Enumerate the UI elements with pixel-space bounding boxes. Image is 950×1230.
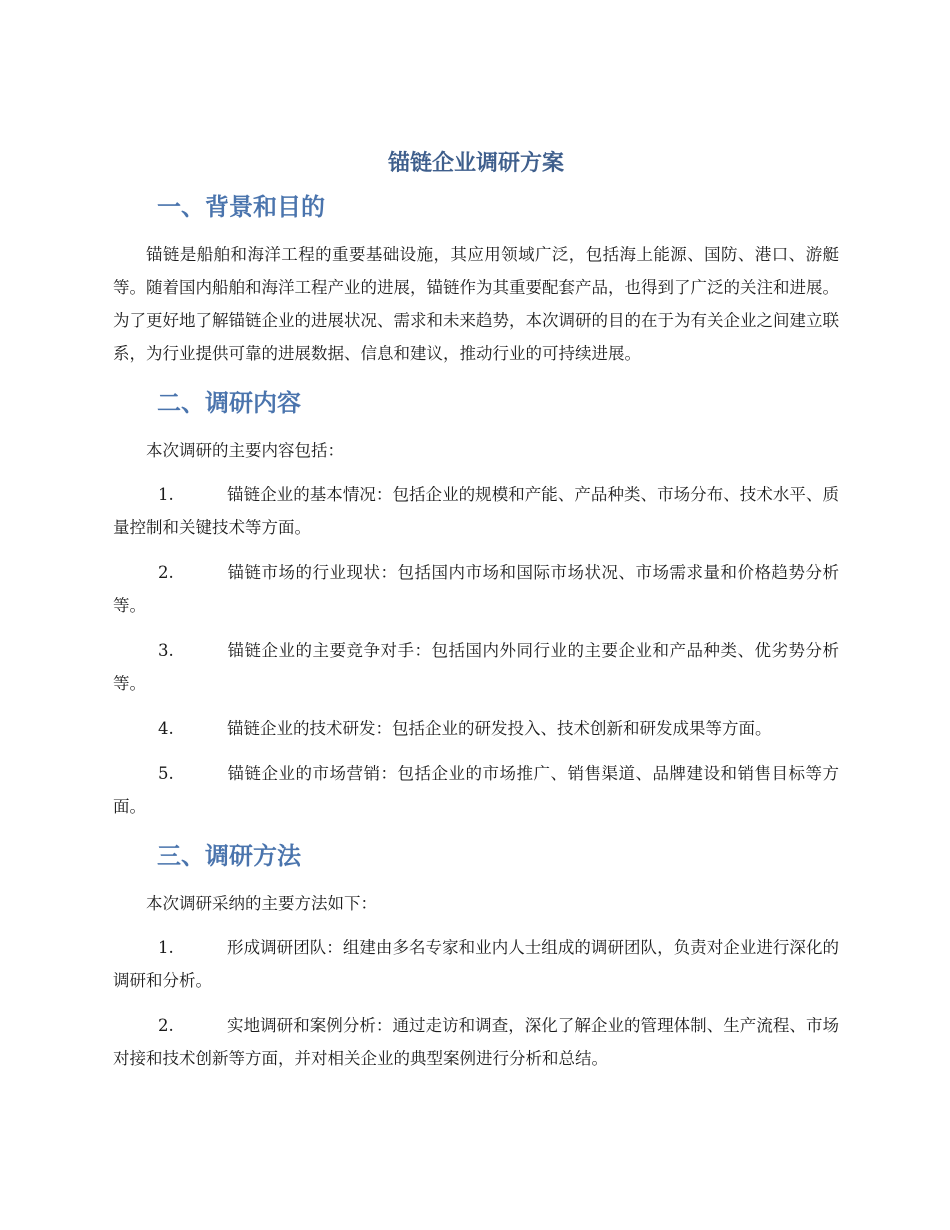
list-item-number: 5. <box>158 764 174 783</box>
list-item-number: 4. <box>158 719 174 738</box>
list-item-text: 锚链企业的技术研发：包括企业的研发投入、技术创新和研发成果等方面。 <box>227 719 772 738</box>
list-item <box>113 757 839 823</box>
section-intro: 本次调研的主要内容包括： <box>146 441 344 460</box>
list-item <box>113 478 839 544</box>
list-item-number: 1. <box>158 938 174 957</box>
list-item-text: 锚链企业的基本情况：包括企业的规模和产能、产品种类、市场分布、技术水平、质量控制和关键技术等方面。 <box>113 485 839 537</box>
list-item <box>113 931 839 997</box>
list-item <box>113 634 839 700</box>
list-item <box>113 1009 839 1075</box>
list-item-text: 形成调研团队：组建由多名专家和业内人士组成的调研团队，负责对企业进行深化的调研和分析。 <box>113 938 839 990</box>
list-item-number: 3. <box>158 641 174 660</box>
list-item-text: 锚链市场的行业现状：包括国内市场和国际市场状况、市场需求量和价格趋势分析等。 <box>113 563 839 615</box>
list-item <box>113 712 839 745</box>
section-heading-content: 二、调研内容 <box>157 389 301 417</box>
list-item-number: 2. <box>158 563 174 582</box>
list-item <box>113 556 839 622</box>
section-heading-background: 一、背景和目的 <box>157 193 325 221</box>
document-page <box>113 148 839 1087</box>
list-item-number: 2. <box>158 1016 174 1035</box>
document-title: 锚链企业调研方案 <box>387 151 564 176</box>
section-heading-method: 三、调研方法 <box>157 842 301 870</box>
section-intro: 本次调研采纳的主要方法如下： <box>146 894 377 913</box>
list-item-text: 锚链企业的市场营销：包括企业的市场推广、销售渠道、品牌建设和销售目标等方面。 <box>113 764 839 816</box>
list-item-text: 实地调研和案例分析：通过走访和调查，深化了解企业的管理体制、生产流程、市场对接和技术创新等方面，并对相关企业的典型案例进行分析和总结。 <box>113 1016 839 1068</box>
list-item-text: 锚链企业的主要竞争对手：包括国内外同行业的主要企业和产品种类、优劣势分析等。 <box>113 641 839 693</box>
section-paragraph: 锚链是船舶和海洋工程的重要基础设施，其应用领域广泛，包括海上能源、国防、港口、游艇等。随着国内船舶和海洋工程产业的进展，锚链作为其重要配套产品，也得到了广泛的关注和进展。为了更好地了解锚链企业的进展状况、需求和未来趋势，本次调研的目的在于为有关企业之间建立联系，为行业提供可靠的进展数据、信息和建议，推动行业的可持续进展。 <box>113 245 839 363</box>
list-item-number: 1. <box>158 485 174 504</box>
